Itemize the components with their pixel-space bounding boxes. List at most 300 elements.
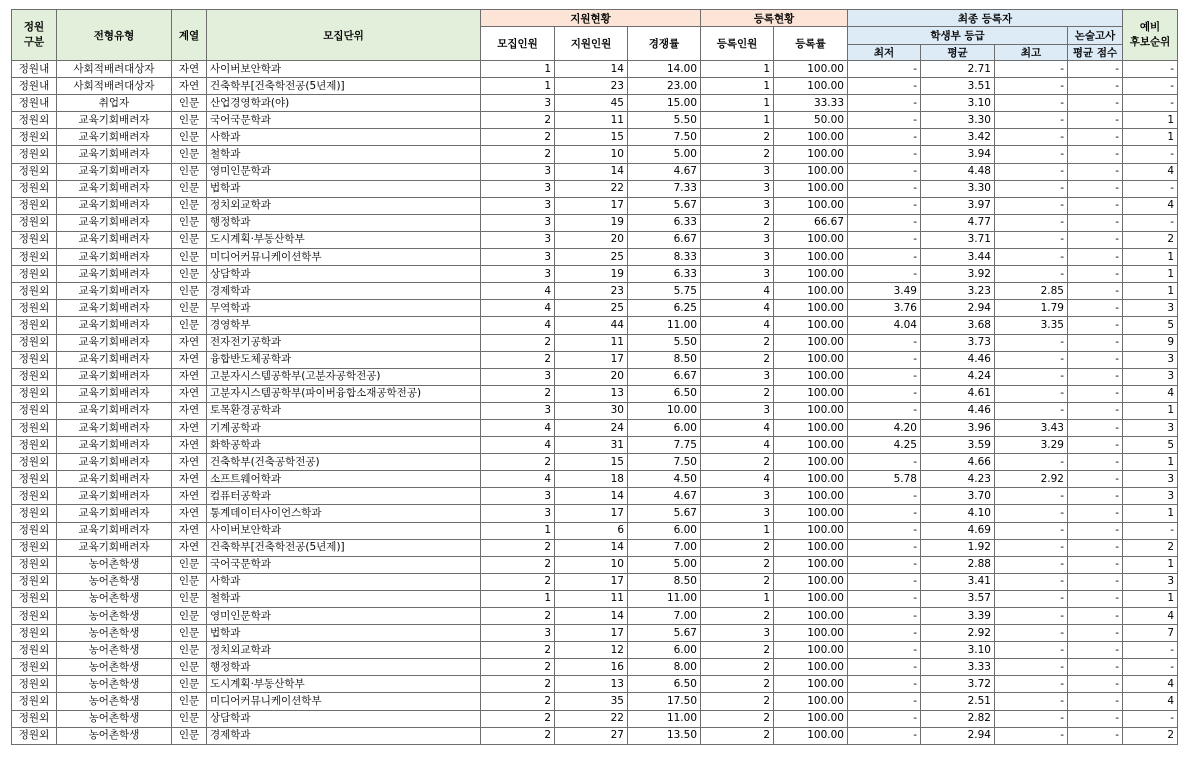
cell-quota-type[interactable]: 정원외 (12, 556, 57, 573)
cell-unit[interactable]: 소프트웨어학과 (207, 471, 481, 488)
cell-avg[interactable]: 2.71 (921, 61, 995, 78)
cell-reg-rate[interactable]: 50.00 (774, 112, 848, 129)
cell-max[interactable]: - (995, 659, 1068, 676)
cell-max[interactable]: - (995, 249, 1068, 266)
cell-track[interactable]: 자연 (172, 368, 207, 385)
cell-avg[interactable]: 3.71 (921, 231, 995, 248)
cell-registered[interactable]: 3 (701, 197, 774, 214)
cell-max[interactable]: 1.79 (995, 300, 1068, 317)
cell-reserve[interactable]: - (1123, 78, 1178, 95)
cell-min[interactable]: - (848, 351, 921, 368)
cell-quota-type[interactable]: 정원외 (12, 163, 57, 180)
cell-avg[interactable]: 3.96 (921, 419, 995, 436)
cell-admission-type[interactable]: 교육기회배려자 (57, 471, 172, 488)
cell-applicants[interactable]: 17 (555, 505, 628, 522)
cell-min[interactable]: - (848, 231, 921, 248)
cell-reserve[interactable]: 4 (1123, 693, 1178, 710)
cell-essay[interactable]: - (1068, 727, 1123, 744)
cell-reg-rate[interactable]: 100.00 (774, 556, 848, 573)
cell-applicants[interactable]: 11 (555, 112, 628, 129)
cell-avg[interactable]: 2.51 (921, 693, 995, 710)
cell-min[interactable]: - (848, 78, 921, 95)
cell-max[interactable]: - (995, 402, 1068, 419)
cell-min[interactable]: - (848, 197, 921, 214)
cell-track[interactable]: 자연 (172, 351, 207, 368)
cell-avg[interactable]: 3.30 (921, 112, 995, 129)
cell-essay[interactable]: - (1068, 488, 1123, 505)
cell-essay[interactable]: - (1068, 146, 1123, 163)
cell-ratio[interactable]: 5.50 (628, 112, 701, 129)
cell-applicants[interactable]: 25 (555, 249, 628, 266)
cell-max[interactable]: 2.92 (995, 471, 1068, 488)
cell-recruit[interactable]: 2 (481, 573, 555, 590)
cell-essay[interactable]: - (1068, 317, 1123, 334)
cell-min[interactable]: - (848, 61, 921, 78)
cell-track[interactable]: 인문 (172, 180, 207, 197)
cell-essay[interactable]: - (1068, 471, 1123, 488)
cell-essay[interactable]: - (1068, 676, 1123, 693)
cell-min[interactable]: 5.78 (848, 471, 921, 488)
cell-applicants[interactable]: 14 (555, 61, 628, 78)
cell-track[interactable]: 인문 (172, 642, 207, 659)
cell-admission-type[interactable]: 교육기회배려자 (57, 437, 172, 454)
cell-unit[interactable]: 컴퓨터공학과 (207, 488, 481, 505)
cell-min[interactable]: - (848, 180, 921, 197)
cell-ratio[interactable]: 8.50 (628, 351, 701, 368)
cell-ratio[interactable]: 5.67 (628, 505, 701, 522)
cell-quota-type[interactable]: 정원외 (12, 317, 57, 334)
cell-unit[interactable]: 영미인문학과 (207, 608, 481, 625)
cell-applicants[interactable]: 17 (555, 625, 628, 642)
cell-reserve[interactable]: 3 (1123, 488, 1178, 505)
cell-min[interactable]: - (848, 642, 921, 659)
cell-min[interactable]: - (848, 693, 921, 710)
cell-admission-type[interactable]: 교육기회배려자 (57, 368, 172, 385)
cell-quota-type[interactable]: 정원외 (12, 659, 57, 676)
cell-max[interactable]: - (995, 146, 1068, 163)
cell-min[interactable]: - (848, 95, 921, 112)
cell-avg[interactable]: 3.94 (921, 146, 995, 163)
cell-ratio[interactable]: 6.33 (628, 266, 701, 283)
cell-unit[interactable]: 고분자시스템공학부(고분자공학전공) (207, 368, 481, 385)
cell-reserve[interactable]: 3 (1123, 471, 1178, 488)
cell-quota-type[interactable]: 정원외 (12, 419, 57, 436)
cell-admission-type[interactable]: 교육기회배려자 (57, 112, 172, 129)
cell-recruit[interactable]: 2 (481, 693, 555, 710)
cell-essay[interactable]: - (1068, 505, 1123, 522)
cell-quota-type[interactable]: 정원외 (12, 437, 57, 454)
cell-registered[interactable]: 3 (701, 368, 774, 385)
cell-reg-rate[interactable]: 100.00 (774, 608, 848, 625)
cell-ratio[interactable]: 4.67 (628, 488, 701, 505)
cell-quota-type[interactable]: 정원외 (12, 180, 57, 197)
cell-ratio[interactable]: 7.75 (628, 437, 701, 454)
cell-reg-rate[interactable]: 100.00 (774, 488, 848, 505)
cell-max[interactable]: - (995, 61, 1068, 78)
cell-ratio[interactable]: 5.75 (628, 283, 701, 300)
cell-admission-type[interactable]: 교육기회배려자 (57, 454, 172, 471)
cell-max[interactable]: - (995, 590, 1068, 607)
cell-reg-rate[interactable]: 100.00 (774, 505, 848, 522)
cell-avg[interactable]: 2.82 (921, 710, 995, 727)
cell-quota-type[interactable]: 정원외 (12, 539, 57, 556)
cell-applicants[interactable]: 30 (555, 402, 628, 419)
cell-quota-type[interactable]: 정원외 (12, 283, 57, 300)
cell-essay[interactable]: - (1068, 385, 1123, 402)
cell-applicants[interactable]: 23 (555, 78, 628, 95)
cell-max[interactable]: 3.29 (995, 437, 1068, 454)
cell-reg-rate[interactable]: 100.00 (774, 334, 848, 351)
cell-essay[interactable]: - (1068, 180, 1123, 197)
cell-reg-rate[interactable]: 100.00 (774, 625, 848, 642)
cell-reg-rate[interactable]: 100.00 (774, 180, 848, 197)
cell-admission-type[interactable]: 농어촌학생 (57, 625, 172, 642)
cell-admission-type[interactable]: 교육기회배려자 (57, 163, 172, 180)
cell-min[interactable]: - (848, 710, 921, 727)
cell-quota-type[interactable]: 정원외 (12, 351, 57, 368)
cell-registered[interactable]: 1 (701, 590, 774, 607)
cell-avg[interactable]: 3.57 (921, 590, 995, 607)
cell-min[interactable]: 4.25 (848, 437, 921, 454)
cell-track[interactable]: 자연 (172, 437, 207, 454)
cell-avg[interactable]: 3.33 (921, 659, 995, 676)
cell-track[interactable]: 인문 (172, 266, 207, 283)
cell-registered[interactable]: 1 (701, 78, 774, 95)
cell-essay[interactable]: - (1068, 300, 1123, 317)
cell-reserve[interactable]: 7 (1123, 625, 1178, 642)
cell-avg[interactable]: 3.70 (921, 488, 995, 505)
cell-recruit[interactable]: 4 (481, 471, 555, 488)
cell-reserve[interactable]: 5 (1123, 437, 1178, 454)
cell-admission-type[interactable]: 농어촌학생 (57, 659, 172, 676)
cell-recruit[interactable]: 2 (481, 385, 555, 402)
cell-max[interactable]: - (995, 676, 1068, 693)
cell-admission-type[interactable]: 농어촌학생 (57, 608, 172, 625)
cell-admission-type[interactable]: 교육기회배려자 (57, 334, 172, 351)
cell-recruit[interactable]: 4 (481, 300, 555, 317)
cell-avg[interactable]: 4.24 (921, 368, 995, 385)
cell-min[interactable]: - (848, 522, 921, 539)
cell-recruit[interactable]: 3 (481, 368, 555, 385)
cell-quota-type[interactable]: 정원외 (12, 727, 57, 744)
cell-reg-rate[interactable]: 100.00 (774, 300, 848, 317)
cell-min[interactable]: 3.76 (848, 300, 921, 317)
cell-max[interactable]: 2.85 (995, 283, 1068, 300)
cell-track[interactable]: 인문 (172, 112, 207, 129)
cell-reg-rate[interactable]: 100.00 (774, 693, 848, 710)
cell-ratio[interactable]: 6.50 (628, 676, 701, 693)
cell-applicants[interactable]: 6 (555, 522, 628, 539)
cell-recruit[interactable]: 2 (481, 539, 555, 556)
cell-quota-type[interactable]: 정원외 (12, 197, 57, 214)
cell-unit[interactable]: 사학과 (207, 129, 481, 146)
cell-track[interactable]: 인문 (172, 231, 207, 248)
cell-reserve[interactable]: 4 (1123, 163, 1178, 180)
cell-ratio[interactable]: 23.00 (628, 78, 701, 95)
cell-recruit[interactable]: 4 (481, 419, 555, 436)
cell-recruit[interactable]: 3 (481, 625, 555, 642)
cell-unit[interactable]: 상담학과 (207, 266, 481, 283)
cell-registered[interactable]: 3 (701, 266, 774, 283)
cell-ratio[interactable]: 6.25 (628, 300, 701, 317)
cell-recruit[interactable]: 2 (481, 146, 555, 163)
cell-track[interactable]: 인문 (172, 710, 207, 727)
cell-ratio[interactable]: 6.00 (628, 522, 701, 539)
cell-track[interactable]: 자연 (172, 505, 207, 522)
cell-admission-type[interactable]: 교육기회배려자 (57, 300, 172, 317)
cell-quota-type[interactable]: 정원외 (12, 625, 57, 642)
cell-quota-type[interactable]: 정원외 (12, 112, 57, 129)
cell-applicants[interactable]: 15 (555, 454, 628, 471)
cell-max[interactable]: - (995, 710, 1068, 727)
cell-avg[interactable]: 2.94 (921, 727, 995, 744)
cell-quota-type[interactable]: 정원외 (12, 300, 57, 317)
cell-unit[interactable]: 전자전기공학과 (207, 334, 481, 351)
cell-track[interactable]: 인문 (172, 300, 207, 317)
cell-essay[interactable]: - (1068, 95, 1123, 112)
cell-reg-rate[interactable]: 100.00 (774, 351, 848, 368)
cell-reserve[interactable]: 4 (1123, 385, 1178, 402)
cell-unit[interactable]: 국어국문학과 (207, 556, 481, 573)
cell-recruit[interactable]: 2 (481, 454, 555, 471)
cell-reserve[interactable]: 2 (1123, 231, 1178, 248)
cell-ratio[interactable]: 7.33 (628, 180, 701, 197)
cell-recruit[interactable]: 3 (481, 505, 555, 522)
cell-reserve[interactable]: 4 (1123, 676, 1178, 693)
cell-unit[interactable]: 융합반도체공학과 (207, 351, 481, 368)
cell-essay[interactable]: - (1068, 659, 1123, 676)
cell-essay[interactable]: - (1068, 625, 1123, 642)
cell-ratio[interactable]: 6.00 (628, 419, 701, 436)
cell-registered[interactable]: 1 (701, 95, 774, 112)
cell-max[interactable]: - (995, 625, 1068, 642)
cell-unit[interactable]: 건축학부(건축공학전공) (207, 454, 481, 471)
cell-recruit[interactable]: 3 (481, 488, 555, 505)
cell-registered[interactable]: 3 (701, 488, 774, 505)
cell-admission-type[interactable]: 농어촌학생 (57, 556, 172, 573)
cell-max[interactable]: 3.35 (995, 317, 1068, 334)
cell-track[interactable]: 인문 (172, 283, 207, 300)
cell-unit[interactable]: 산업경영학과(야) (207, 95, 481, 112)
cell-ratio[interactable]: 8.50 (628, 573, 701, 590)
cell-admission-type[interactable]: 교육기회배려자 (57, 146, 172, 163)
cell-reg-rate[interactable]: 100.00 (774, 659, 848, 676)
cell-avg[interactable]: 4.46 (921, 402, 995, 419)
cell-recruit[interactable]: 3 (481, 214, 555, 231)
cell-unit[interactable]: 상담학과 (207, 710, 481, 727)
cell-max[interactable]: - (995, 180, 1068, 197)
cell-applicants[interactable]: 23 (555, 283, 628, 300)
cell-quota-type[interactable]: 정원외 (12, 710, 57, 727)
cell-applicants[interactable]: 11 (555, 590, 628, 607)
cell-max[interactable]: - (995, 693, 1068, 710)
cell-essay[interactable]: - (1068, 283, 1123, 300)
cell-reserve[interactable]: 3 (1123, 419, 1178, 436)
cell-track[interactable]: 인문 (172, 659, 207, 676)
cell-track[interactable]: 인문 (172, 727, 207, 744)
cell-max[interactable]: - (995, 488, 1068, 505)
cell-admission-type[interactable]: 농어촌학생 (57, 710, 172, 727)
cell-avg[interactable]: 3.23 (921, 283, 995, 300)
cell-applicants[interactable]: 11 (555, 334, 628, 351)
cell-applicants[interactable]: 22 (555, 180, 628, 197)
cell-min[interactable]: - (848, 556, 921, 573)
cell-quota-type[interactable]: 정원외 (12, 231, 57, 248)
cell-admission-type[interactable]: 농어촌학생 (57, 676, 172, 693)
cell-recruit[interactable]: 1 (481, 522, 555, 539)
cell-ratio[interactable]: 10.00 (628, 402, 701, 419)
cell-essay[interactable]: - (1068, 437, 1123, 454)
cell-min[interactable]: - (848, 334, 921, 351)
cell-min[interactable]: - (848, 368, 921, 385)
cell-recruit[interactable]: 2 (481, 710, 555, 727)
cell-admission-type[interactable]: 교육기회배려자 (57, 419, 172, 436)
cell-registered[interactable]: 3 (701, 505, 774, 522)
cell-max[interactable]: - (995, 163, 1068, 180)
cell-max[interactable]: - (995, 214, 1068, 231)
cell-recruit[interactable]: 3 (481, 402, 555, 419)
cell-max[interactable]: - (995, 78, 1068, 95)
cell-reserve[interactable]: 3 (1123, 351, 1178, 368)
cell-ratio[interactable]: 5.00 (628, 146, 701, 163)
cell-admission-type[interactable]: 교육기회배려자 (57, 317, 172, 334)
cell-essay[interactable]: - (1068, 522, 1123, 539)
cell-applicants[interactable]: 31 (555, 437, 628, 454)
cell-ratio[interactable]: 5.50 (628, 334, 701, 351)
cell-avg[interactable]: 2.92 (921, 625, 995, 642)
cell-ratio[interactable]: 8.33 (628, 249, 701, 266)
cell-avg[interactable]: 4.48 (921, 163, 995, 180)
cell-track[interactable]: 자연 (172, 488, 207, 505)
cell-avg[interactable]: 3.59 (921, 437, 995, 454)
cell-min[interactable]: - (848, 129, 921, 146)
cell-min[interactable]: - (848, 112, 921, 129)
cell-admission-type[interactable]: 교육기회배려자 (57, 231, 172, 248)
cell-recruit[interactable]: 1 (481, 78, 555, 95)
cell-reg-rate[interactable]: 100.00 (774, 454, 848, 471)
cell-recruit[interactable]: 2 (481, 727, 555, 744)
cell-quota-type[interactable]: 정원외 (12, 129, 57, 146)
cell-min[interactable]: - (848, 608, 921, 625)
cell-avg[interactable]: 3.10 (921, 95, 995, 112)
cell-admission-type[interactable]: 농어촌학생 (57, 727, 172, 744)
cell-unit[interactable]: 경영학부 (207, 317, 481, 334)
cell-admission-type[interactable]: 교육기회배려자 (57, 539, 172, 556)
cell-reg-rate[interactable]: 100.00 (774, 146, 848, 163)
cell-reserve[interactable]: - (1123, 659, 1178, 676)
cell-max[interactable]: - (995, 642, 1068, 659)
cell-registered[interactable]: 4 (701, 317, 774, 334)
cell-reg-rate[interactable]: 100.00 (774, 78, 848, 95)
cell-applicants[interactable]: 44 (555, 317, 628, 334)
cell-max[interactable]: - (995, 385, 1068, 402)
cell-admission-type[interactable]: 농어촌학생 (57, 590, 172, 607)
cell-recruit[interactable]: 3 (481, 249, 555, 266)
cell-avg[interactable]: 3.51 (921, 78, 995, 95)
cell-unit[interactable]: 건축학부[건축학전공(5년제)] (207, 78, 481, 95)
cell-applicants[interactable]: 14 (555, 539, 628, 556)
cell-recruit[interactable]: 4 (481, 317, 555, 334)
cell-ratio[interactable]: 11.00 (628, 710, 701, 727)
cell-unit[interactable]: 경제학과 (207, 727, 481, 744)
cell-track[interactable]: 인문 (172, 693, 207, 710)
cell-admission-type[interactable]: 농어촌학생 (57, 573, 172, 590)
cell-applicants[interactable]: 20 (555, 231, 628, 248)
cell-essay[interactable]: - (1068, 351, 1123, 368)
cell-unit[interactable]: 화학공학과 (207, 437, 481, 454)
cell-quota-type[interactable]: 정원외 (12, 471, 57, 488)
cell-min[interactable]: - (848, 266, 921, 283)
cell-reserve[interactable]: 2 (1123, 539, 1178, 556)
cell-min[interactable]: - (848, 573, 921, 590)
cell-track[interactable]: 인문 (172, 608, 207, 625)
cell-applicants[interactable]: 18 (555, 471, 628, 488)
cell-avg[interactable]: 4.66 (921, 454, 995, 471)
cell-unit[interactable]: 토목환경공학과 (207, 402, 481, 419)
cell-unit[interactable]: 사학과 (207, 573, 481, 590)
cell-max[interactable]: - (995, 454, 1068, 471)
cell-unit[interactable]: 법학과 (207, 180, 481, 197)
cell-registered[interactable]: 2 (701, 214, 774, 231)
cell-essay[interactable]: - (1068, 590, 1123, 607)
cell-recruit[interactable]: 4 (481, 283, 555, 300)
cell-unit[interactable]: 무역학과 (207, 300, 481, 317)
cell-registered[interactable]: 4 (701, 471, 774, 488)
cell-reg-rate[interactable]: 100.00 (774, 385, 848, 402)
cell-reg-rate[interactable]: 100.00 (774, 231, 848, 248)
cell-avg[interactable]: 3.10 (921, 642, 995, 659)
cell-recruit[interactable]: 2 (481, 334, 555, 351)
cell-reserve[interactable]: 5 (1123, 317, 1178, 334)
cell-reg-rate[interactable]: 100.00 (774, 573, 848, 590)
cell-reserve[interactable]: 1 (1123, 249, 1178, 266)
cell-ratio[interactable]: 5.00 (628, 556, 701, 573)
cell-registered[interactable]: 2 (701, 146, 774, 163)
cell-essay[interactable]: - (1068, 710, 1123, 727)
cell-quota-type[interactable]: 정원외 (12, 402, 57, 419)
cell-admission-type[interactable]: 교육기회배려자 (57, 402, 172, 419)
cell-track[interactable]: 인문 (172, 249, 207, 266)
cell-registered[interactable]: 3 (701, 249, 774, 266)
cell-admission-type[interactable]: 교육기회배려자 (57, 351, 172, 368)
cell-reserve[interactable]: 2 (1123, 727, 1178, 744)
cell-track[interactable]: 인문 (172, 625, 207, 642)
cell-min[interactable]: - (848, 249, 921, 266)
cell-max[interactable]: - (995, 334, 1068, 351)
cell-min[interactable]: - (848, 214, 921, 231)
cell-track[interactable]: 인문 (172, 129, 207, 146)
cell-min[interactable]: - (848, 659, 921, 676)
cell-track[interactable]: 인문 (172, 573, 207, 590)
cell-registered[interactable]: 2 (701, 129, 774, 146)
cell-ratio[interactable]: 6.33 (628, 214, 701, 231)
cell-reserve[interactable]: 3 (1123, 300, 1178, 317)
cell-registered[interactable]: 3 (701, 402, 774, 419)
cell-max[interactable]: - (995, 129, 1068, 146)
cell-registered[interactable]: 1 (701, 61, 774, 78)
cell-admission-type[interactable]: 사회적배려대상자 (57, 61, 172, 78)
cell-reserve[interactable]: 1 (1123, 505, 1178, 522)
cell-reg-rate[interactable]: 100.00 (774, 368, 848, 385)
cell-reserve[interactable]: 4 (1123, 197, 1178, 214)
cell-quota-type[interactable]: 정원외 (12, 488, 57, 505)
cell-admission-type[interactable]: 교육기회배려자 (57, 180, 172, 197)
cell-essay[interactable]: - (1068, 334, 1123, 351)
cell-ratio[interactable]: 5.67 (628, 197, 701, 214)
cell-registered[interactable]: 2 (701, 539, 774, 556)
cell-max[interactable]: - (995, 95, 1068, 112)
cell-unit[interactable]: 건축학부[건축학전공(5년제)] (207, 539, 481, 556)
